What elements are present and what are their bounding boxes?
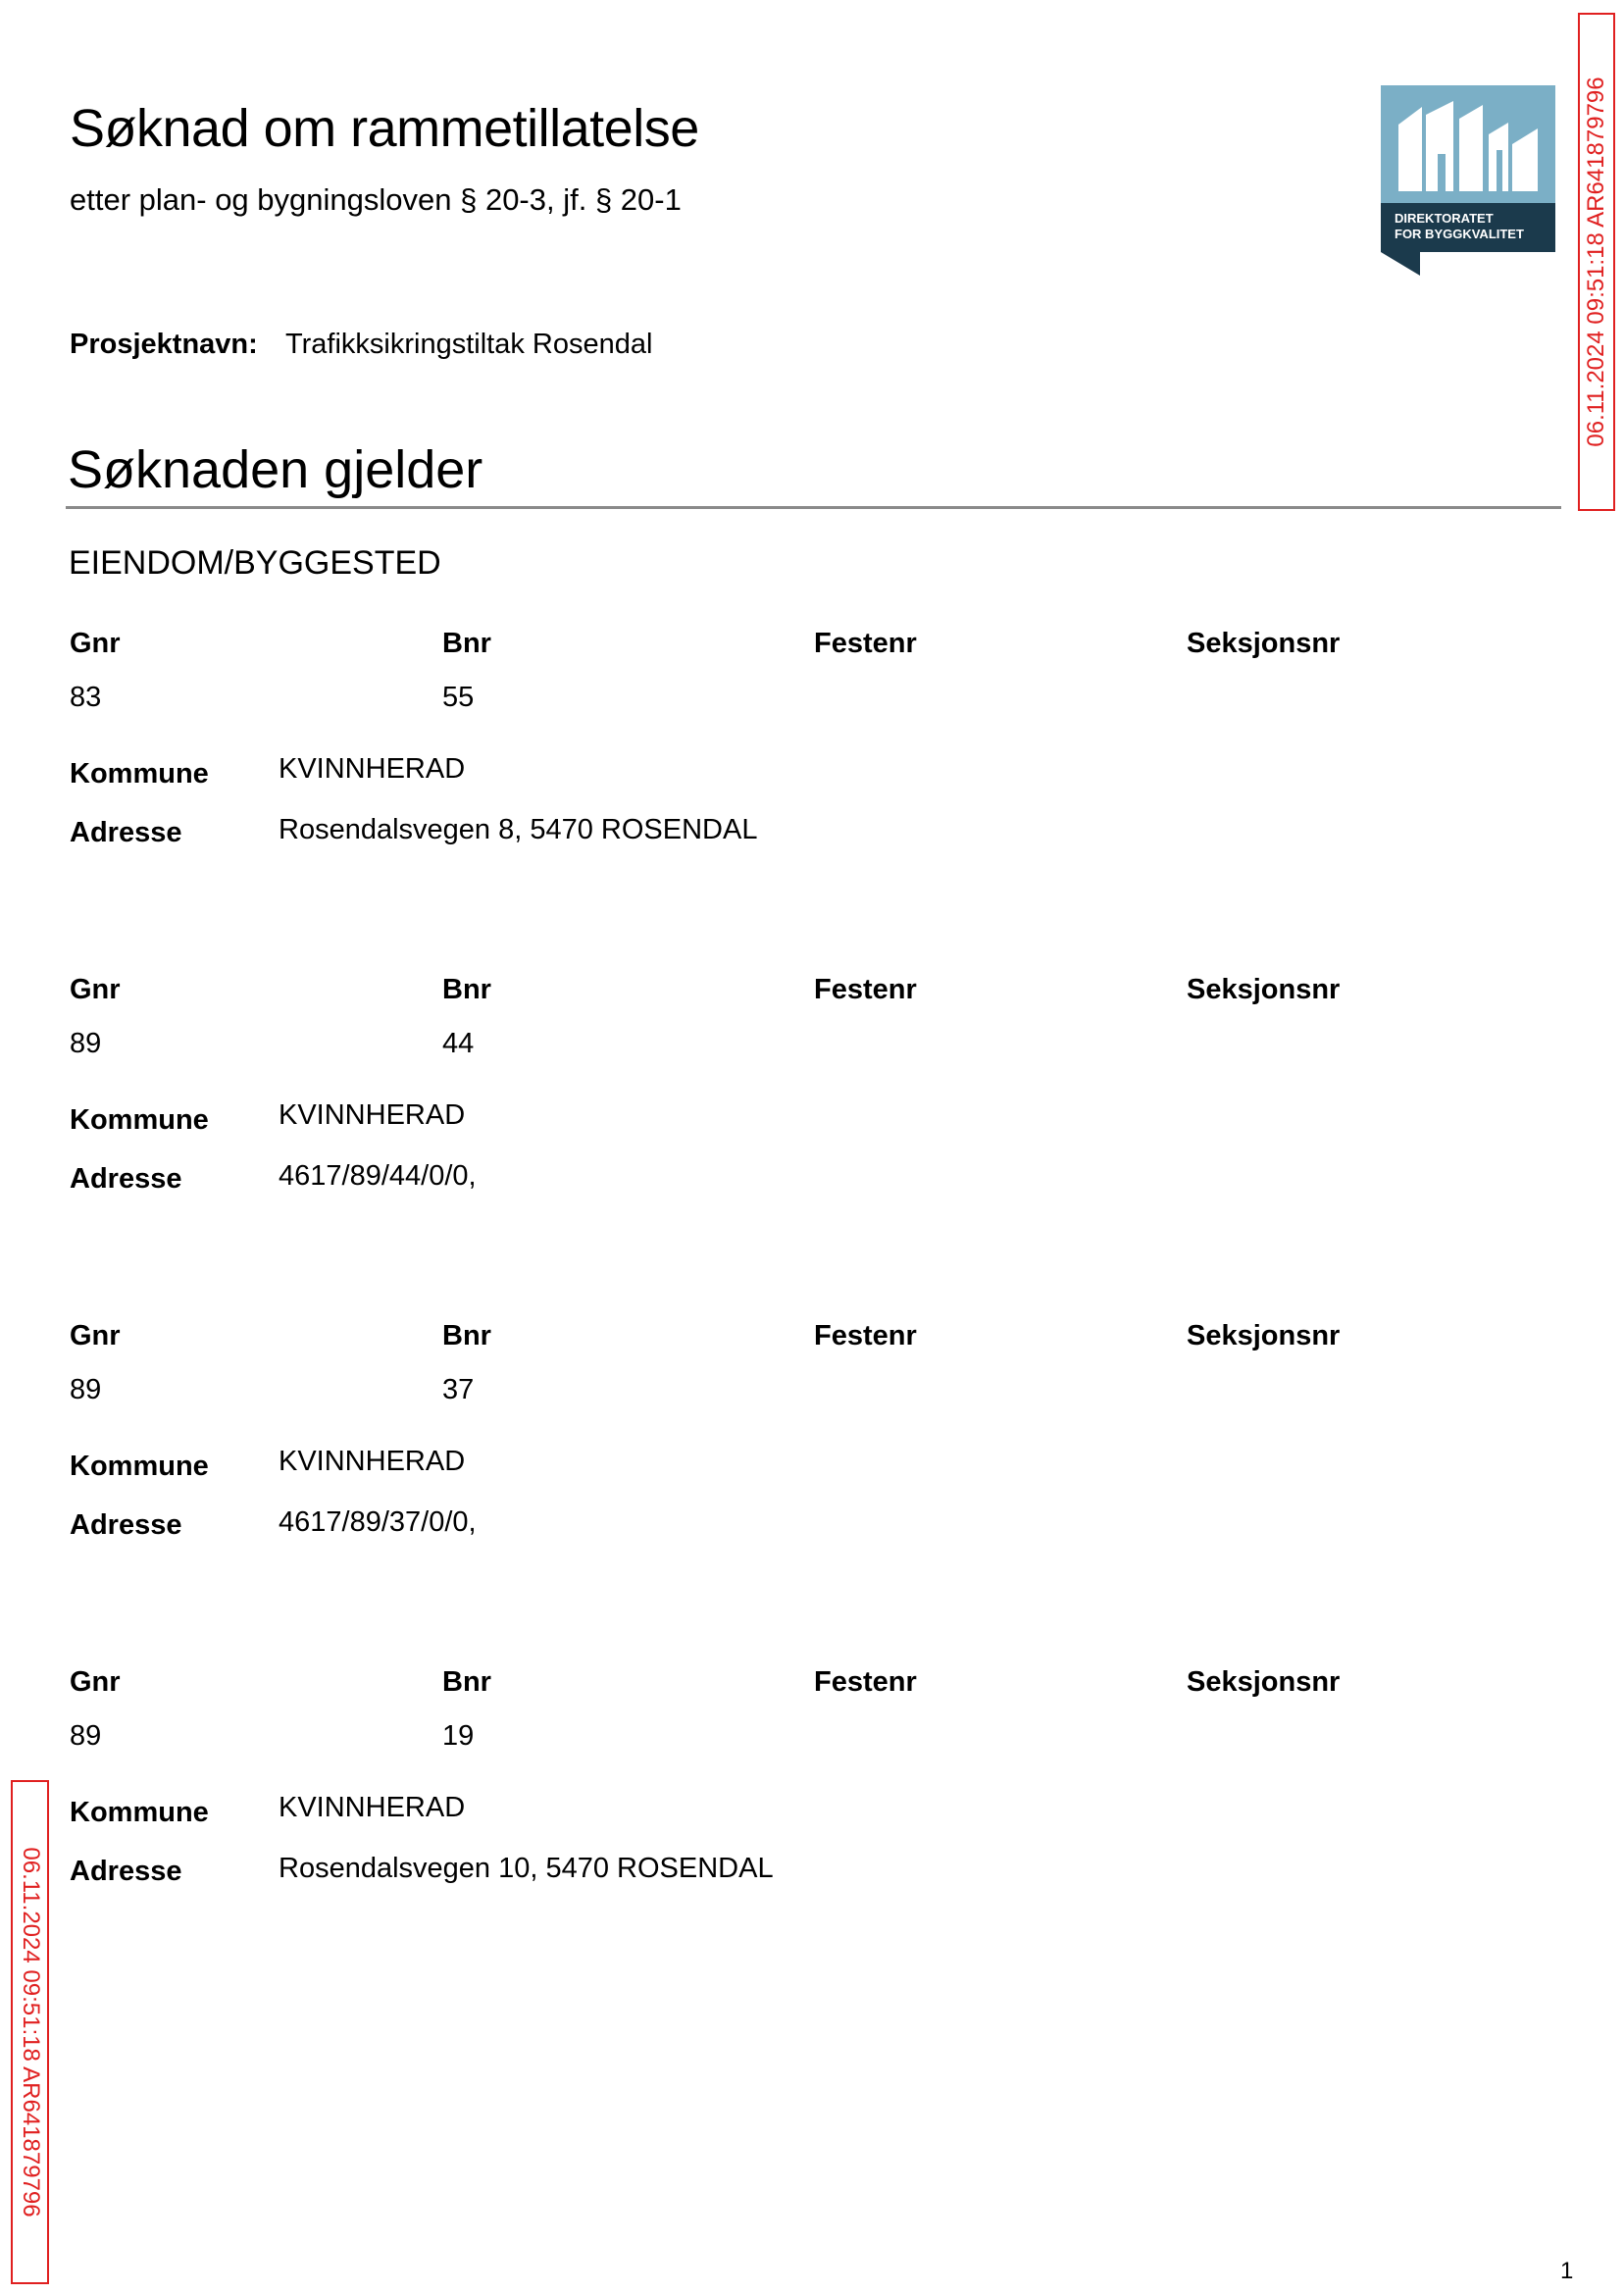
kommune-value: KVINNHERAD bbox=[279, 1446, 466, 1477]
property-block bbox=[70, 1320, 1345, 1605]
receipt-stamp-right bbox=[1578, 13, 1615, 511]
gnr-header: Gnr bbox=[70, 1666, 121, 1698]
stamp-text: 06.11.2024 09:51:18 AR641879796 bbox=[17, 1847, 44, 2218]
gnr-value: 89 bbox=[70, 1374, 102, 1405]
adresse-value: 4617/89/37/0/0, bbox=[279, 1506, 477, 1538]
bnr-value: 44 bbox=[442, 1028, 475, 1059]
bnr-value: 55 bbox=[442, 682, 475, 713]
page-subtitle: etter plan- og bygningsloven § 20-3, jf. § 20-1 bbox=[70, 182, 682, 217]
bnr-header: Bnr bbox=[442, 1320, 491, 1351]
kommune-label: Kommune bbox=[70, 1451, 209, 1482]
stamp-text: 06.11.2024 09:51:18 AR641879796 bbox=[1583, 76, 1609, 447]
gnr-header: Gnr bbox=[70, 628, 121, 659]
property-block bbox=[70, 1666, 1345, 1951]
gnr-value: 83 bbox=[70, 682, 102, 713]
kommune-label: Kommune bbox=[70, 1104, 209, 1136]
section-title: Søknaden gjelder bbox=[68, 440, 483, 499]
festenr-header: Festenr bbox=[814, 628, 917, 659]
logo-text-line2: FOR BYGGKVALITET bbox=[1395, 227, 1524, 241]
festenr-header: Festenr bbox=[814, 1666, 917, 1698]
gnr-value: 89 bbox=[70, 1028, 102, 1059]
seksjonsnr-header: Seksjonsnr bbox=[1187, 1666, 1341, 1698]
kommune-value: KVINNHERAD bbox=[279, 1792, 466, 1823]
adresse-label: Adresse bbox=[70, 1163, 182, 1195]
festenr-header: Festenr bbox=[814, 974, 917, 1005]
kommune-value: KVINNHERAD bbox=[279, 1099, 466, 1131]
seksjonsnr-header: Seksjonsnr bbox=[1187, 1320, 1341, 1351]
page-number: 1 bbox=[1560, 2258, 1574, 2284]
bnr-header: Bnr bbox=[442, 1666, 491, 1698]
section-subtitle: EIENDOM/BYGGESTED bbox=[69, 544, 441, 582]
gnr-header: Gnr bbox=[70, 974, 121, 1005]
receipt-stamp-left bbox=[11, 1780, 49, 2284]
bnr-header: Bnr bbox=[442, 974, 491, 1005]
project-name-value: Trafikksikringstiltak Rosendal bbox=[285, 329, 653, 360]
logo-text-line1: DIREKTORATET bbox=[1395, 211, 1494, 226]
gnr-value: 89 bbox=[70, 1720, 102, 1752]
kommune-label: Kommune bbox=[70, 1797, 209, 1828]
adresse-label: Adresse bbox=[70, 817, 182, 848]
adresse-label: Adresse bbox=[70, 1856, 182, 1887]
project-name-label: Prosjektnavn: bbox=[70, 329, 258, 360]
adresse-value: 4617/89/44/0/0, bbox=[279, 1160, 477, 1192]
adresse-value: Rosendalsvegen 8, 5470 ROSENDAL bbox=[279, 814, 758, 845]
kommune-value: KVINNHERAD bbox=[279, 753, 466, 785]
gnr-header: Gnr bbox=[70, 1320, 121, 1351]
bnr-value: 19 bbox=[442, 1720, 475, 1752]
bnr-value: 37 bbox=[442, 1374, 475, 1405]
kommune-label: Kommune bbox=[70, 758, 209, 790]
dibk-logo bbox=[1381, 85, 1555, 276]
seksjonsnr-header: Seksjonsnr bbox=[1187, 628, 1341, 659]
page-title: Søknad om rammetillatelse bbox=[70, 99, 699, 158]
adresse-label: Adresse bbox=[70, 1509, 182, 1541]
seksjonsnr-header: Seksjonsnr bbox=[1187, 974, 1341, 1005]
logo-flag bbox=[1381, 252, 1420, 276]
bnr-header: Bnr bbox=[442, 628, 491, 659]
festenr-header: Festenr bbox=[814, 1320, 917, 1351]
property-block bbox=[70, 628, 1345, 912]
property-block bbox=[70, 974, 1345, 1258]
adresse-value: Rosendalsvegen 10, 5470 ROSENDAL bbox=[279, 1853, 774, 1884]
section-divider bbox=[66, 506, 1561, 509]
